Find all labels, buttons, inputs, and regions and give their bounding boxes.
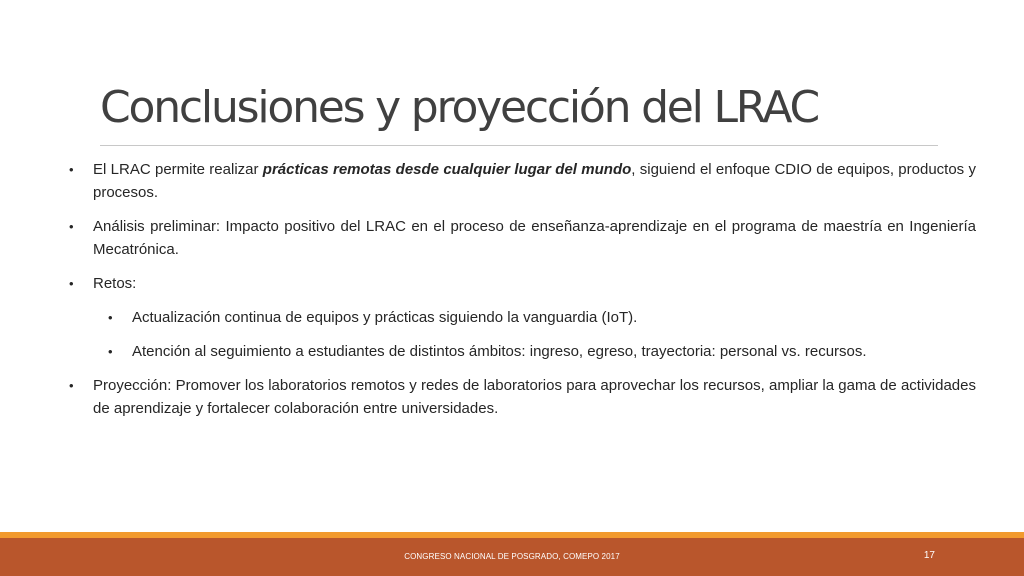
bullet-item-proyeccion xyxy=(60,374,976,420)
sub-bullet-item-atencion xyxy=(60,340,976,363)
bullet-icon: • xyxy=(108,310,113,325)
bullet-text: Retos: xyxy=(93,275,137,292)
bullet-icon: • xyxy=(108,344,113,359)
bullet-text: Análisis preliminar: Impacto positivo del LRAC en el proceso de enseñanza-aprendizaje en el programa de maestría en Ingeniería Mecatrónica. xyxy=(93,218,976,258)
bullet-icon: • xyxy=(69,276,74,291)
bullet-icon: • xyxy=(69,162,74,177)
bullet-item-lrac xyxy=(60,158,976,204)
sub-bullet-text: Atención al seguimiento a estudiantes de distintos ámbitos: ingreso, egreso, trayectoria: personal vs. recursos. xyxy=(132,343,867,360)
title-divider xyxy=(100,145,938,146)
slide-title: Conclusiones y proyección del LRAC xyxy=(100,82,819,133)
footer-text: CONGRESO NACIONAL DE POSGRADO, COMEPO 2017 xyxy=(404,552,620,561)
bullet-item-retos xyxy=(60,272,976,295)
bullet-text-pre: El LRAC permite realizar xyxy=(93,161,263,178)
bullet-item-analisis xyxy=(60,215,976,261)
bullet-icon: • xyxy=(69,378,74,393)
bullet-text-post: , siguiend el enfoque CDIO de equipos, productos y procesos. xyxy=(93,161,976,201)
sub-bullet-item-actualizacion xyxy=(60,306,976,329)
sub-bullet-text: Actualización continua de equipos y prácticas siguiendo la vanguardia (IoT). xyxy=(132,309,638,326)
page-number: 17 xyxy=(923,550,935,561)
bullet-text: Proyección: Promover los laboratorios remotos y redes de laboratorios para aprovechar los recursos, ampliar la gama de actividades de aprendizaje y fortalecer colaboración entre universidades. xyxy=(93,377,976,417)
bullet-text-emphasis: prácticas remotas desde cualquier lugar del mundo xyxy=(262,161,632,178)
bullet-icon: • xyxy=(69,219,74,234)
bullet-list xyxy=(60,158,976,431)
